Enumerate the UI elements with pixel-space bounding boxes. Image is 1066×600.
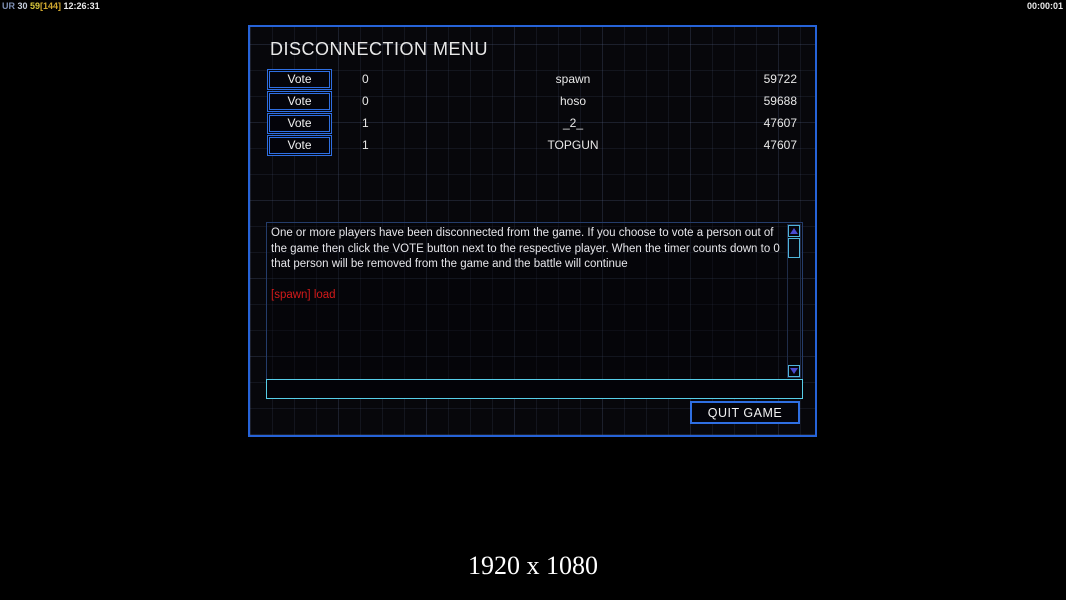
vote-button[interactable]: Vote <box>267 69 332 90</box>
scroll-down-button[interactable] <box>788 365 800 377</box>
chevron-down-icon <box>790 368 798 374</box>
hud-status-ur: UR <box>2 1 18 11</box>
table-row <box>267 68 799 90</box>
scrollbar[interactable] <box>787 224 801 378</box>
hud-status-num: 30 <box>17 1 31 11</box>
vote-button[interactable]: Vote <box>267 91 332 112</box>
message-status-line: [spawn] load <box>271 289 336 301</box>
player-score: 47607 <box>763 138 797 152</box>
hud-clock: 12:26:31 <box>63 1 100 11</box>
player-name: spawn <box>555 72 591 86</box>
table-row <box>267 90 799 112</box>
quit-game-button[interactable]: QUIT GAME <box>690 401 800 424</box>
player-name: hoso <box>559 94 587 108</box>
player-vote-table <box>267 68 799 156</box>
table-row <box>267 134 799 156</box>
hud-status-yellow: 59 <box>30 1 41 11</box>
vote-count: 0 <box>362 94 369 108</box>
disconnection-dialog <box>248 25 817 437</box>
player-score: 59688 <box>763 94 797 108</box>
chevron-up-icon <box>790 228 798 234</box>
hud-match-timer: 00:00:01 <box>1026 1 1063 11</box>
vote-count: 1 <box>362 116 369 130</box>
player-score: 59722 <box>763 72 797 86</box>
message-box <box>266 222 803 380</box>
resolution-label: 1920 x 1080 <box>468 551 598 580</box>
vote-button[interactable]: Vote <box>267 135 332 156</box>
player-name: _2_ <box>562 116 584 130</box>
chat-input[interactable] <box>266 379 803 399</box>
dialog-title: DISCONNECTION MENU <box>270 39 489 59</box>
scrollbar-thumb[interactable] <box>788 238 800 258</box>
message-text: One or more players have been disconnected from the game. If you choose to vote a person out of the game then click the VOTE button next to the respective player. When the timer counts down to 0 that person will be removed from the game and the battle will continue <box>271 227 780 271</box>
scroll-up-button[interactable] <box>788 225 800 237</box>
hud-status-bracket: [144] <box>40 1 64 11</box>
vote-count: 0 <box>362 72 369 86</box>
hud-status <box>2 1 100 11</box>
player-score: 47607 <box>763 116 797 130</box>
vote-button[interactable]: Vote <box>267 113 332 134</box>
vote-count: 1 <box>362 138 369 152</box>
player-name: TOPGUN <box>547 138 599 152</box>
table-row <box>267 112 799 134</box>
